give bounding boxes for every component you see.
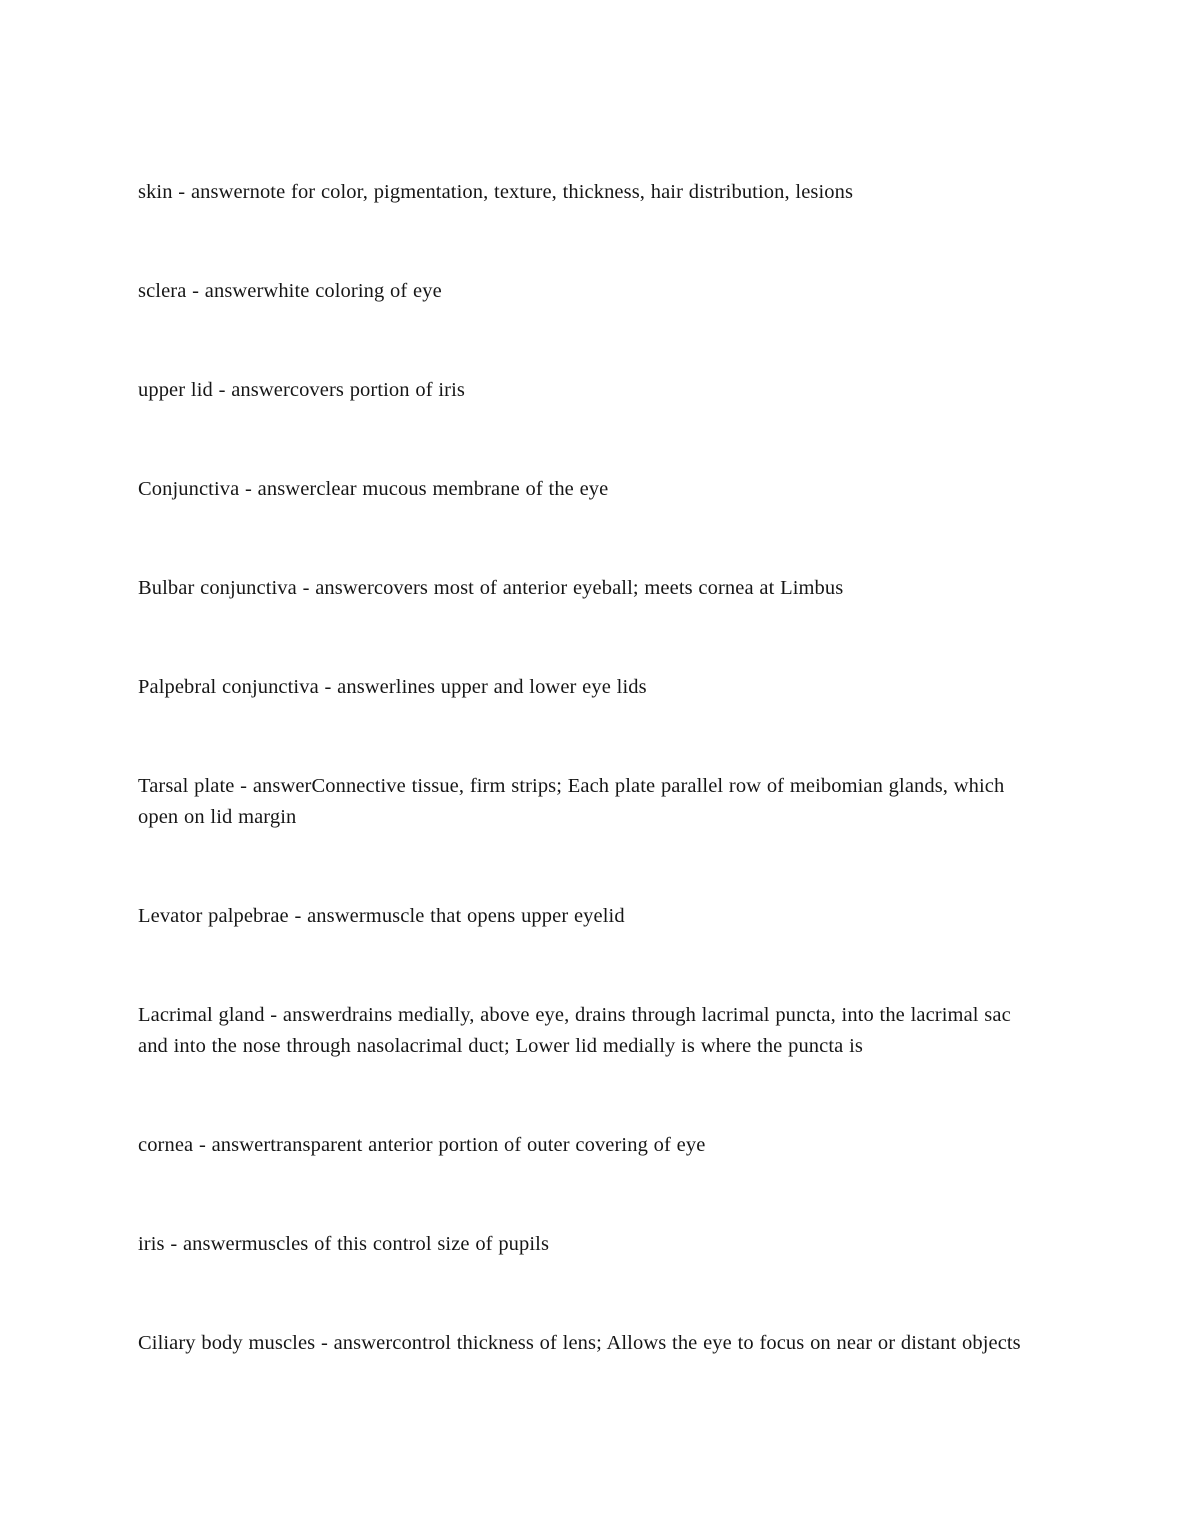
flashcard-entry-skin: skin - answernote for color, pigmentation, texture, thickness, hair distribution, lesions: [138, 181, 854, 203]
flashcard-entry-sclera: sclera - answerwhite coloring of eye: [138, 280, 442, 302]
flashcard-entry-tarsal-plate: Tarsal plate - answerConnective tissue, firm strips; Each plate parallel row of meibomian glands, which open on lid margin: [138, 775, 1005, 828]
flashcard-entry-lacrimal-gland: Lacrimal gland - answerdrains medially, above eye, drains through lacrimal puncta, into the lacrimal sac and into the nose through nasolacrimal duct; Lower lid medially is where the puncta is: [138, 1004, 1011, 1057]
flashcard-entry-levator-palpebrae: Levator palpebrae - answermuscle that opens upper eyelid: [138, 905, 625, 927]
flashcard-entry-upper-lid: upper lid - answercovers portion of iris: [138, 379, 465, 401]
flashcard-text-block: [138, 177, 1042, 1359]
flashcard-entry-iris: iris - answermuscles of this control size of pupils: [138, 1233, 550, 1255]
flashcard-entry-bulbar-conjunctiva: Bulbar conjunctiva - answercovers most of anterior eyeball; meets cornea at Limbus: [138, 577, 844, 599]
flashcard-entry-palpebral-conjunctiva: Palpebral conjunctiva - answerlines upper and lower eye lids: [138, 676, 647, 698]
flashcard-entry-cornea: cornea - answertransparent anterior portion of outer covering of eye: [138, 1134, 706, 1156]
flashcard-entry-conjunctiva: Conjunctiva - answerclear mucous membrane of the eye: [138, 478, 609, 500]
flashcard-entry-ciliary-body-muscles: Ciliary body muscles - answercontrol thickness of lens; Allows the eye to focus on near or distant objects: [138, 1332, 1021, 1354]
